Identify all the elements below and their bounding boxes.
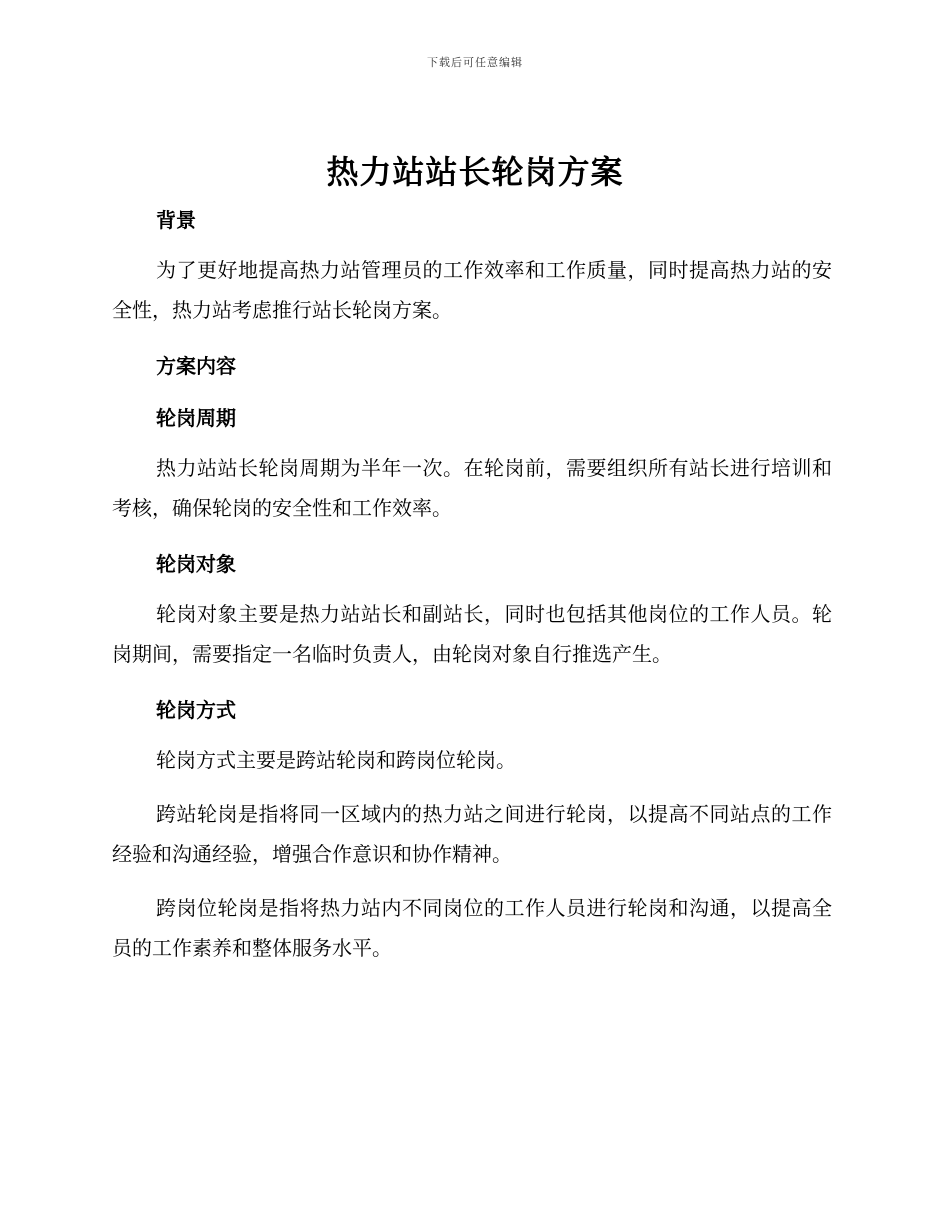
heading-rotation-method: 轮岗方式	[156, 698, 236, 722]
header-note: 下载后可任意编辑	[427, 56, 523, 69]
paragraph-rotation-method: 轮岗方式主要是跨站轮岗和跨岗位轮岗。	[156, 748, 516, 772]
heading-rotation-target: 轮岗对象	[156, 552, 236, 576]
paragraph-rotation-target: 轮岗对象主要是热力站站长和副站长，同时也包括其他岗位的工作人员。轮岗期间，需要指定一名临时负责人，由轮岗对象自行推选产生。	[112, 602, 832, 666]
paragraph-rotation-cycle: 热力站站长轮岗周期为半年一次。在轮岗前，需要组织所有站长进行培训和考核，确保轮岗的安全性和工作效率。	[112, 456, 832, 520]
document-body	[112, 198, 832, 968]
paragraph-background: 为了更好地提高热力站管理员的工作效率和工作质量，同时提高热力站的安全性，热力站考虑推行站长轮岗方案。	[112, 258, 832, 322]
heading-rotation-cycle: 轮岗周期	[156, 406, 236, 430]
paragraph-cross-post: 跨岗位轮岗是指将热力站内不同岗位的工作人员进行轮岗和沟通，以提高全员的工作素养和整体服务水平。	[112, 896, 832, 960]
document-title: 热力站站长轮岗方案	[326, 153, 624, 191]
paragraph-cross-station: 跨站轮岗是指将同一区域内的热力站之间进行轮岗，以提高不同站点的工作经验和沟通经验，增强合作意识和协作精神。	[112, 802, 832, 866]
heading-plan-content: 方案内容	[156, 354, 236, 378]
heading-background: 背景	[156, 208, 196, 232]
